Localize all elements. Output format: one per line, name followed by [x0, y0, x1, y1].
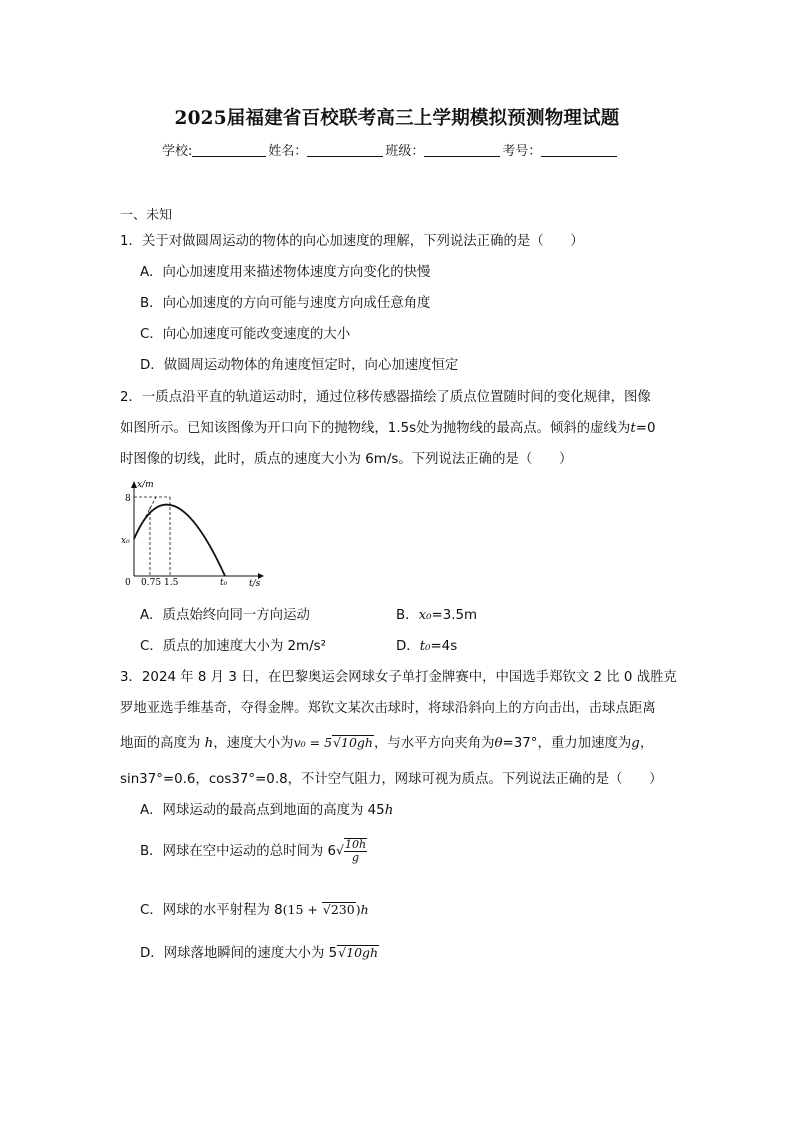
q3-option-c[interactable]	[140, 899, 369, 918]
x-tick-t0: t₀	[220, 578, 228, 588]
q3-d-sqrt: √10gh	[338, 945, 379, 960]
q2-option-d[interactable]	[396, 635, 457, 654]
origin-label: 0	[125, 578, 131, 588]
name-blank[interactable]	[307, 143, 383, 157]
q2-option-b[interactable]	[396, 604, 477, 623]
q2-b-prefix: B．	[396, 608, 419, 623]
student-info-line	[162, 140, 619, 159]
q2-d-prefix: D．	[396, 639, 420, 654]
q3-a-text: A．网球运动的最高点到地面的高度为 45	[140, 803, 385, 818]
q3-stem-line4: sin37°=0.6，cos37°=0.8，不计空气阻力，网球可视为质点。下列说法正确的是（ ）	[120, 772, 663, 787]
q1-option-d[interactable]: D．做圆周运动物体的角速度恒定时，向心加速度恒定	[140, 358, 459, 373]
y-tick-8: 8	[125, 494, 131, 504]
q3-stem-line1: 3．2024 年 8 月 3 日，在巴黎奥运会网球女子单打金牌赛中，中国选手郑钦文 2 比 0 战胜克	[120, 670, 677, 685]
name-label: 姓名：	[268, 144, 308, 159]
q3-b-den: g	[352, 851, 360, 864]
q3-b-num: 10h	[345, 838, 367, 851]
q3-c-sqrt: √230	[322, 902, 355, 917]
q3-c-paren-open: (15 +	[282, 902, 322, 917]
school-label: 学校:	[162, 144, 193, 159]
q3-l3-sqrt: √10gh	[333, 735, 373, 750]
q3-l3-e: ，	[639, 736, 654, 751]
position-time-graph	[116, 478, 266, 590]
class-blank[interactable]	[424, 143, 500, 157]
q3-stem-line2: 罗地亚选手维基奇，夺得金牌。郑钦文某次击球时，将球沿斜向上的方向击出，击球点距离	[120, 701, 656, 716]
parabola-curve	[134, 505, 225, 576]
q2-option-c[interactable]: C．质点的加速度大小为 2m/s²	[140, 639, 326, 654]
id-blank[interactable]	[541, 143, 617, 157]
q3-l3-a: 地面的高度为	[120, 736, 201, 751]
q2-d-rest: =4s	[430, 639, 458, 654]
exam-title: 2025届福建省百校联考高三上学期模拟预测物理试题	[174, 108, 620, 129]
q3-option-b[interactable]	[140, 838, 367, 864]
q3-b-sqrt: √ $\frac{10h}{g}$	[336, 838, 367, 864]
q3-c-text: C．网球的水平射程为 8	[140, 903, 283, 918]
q3-stem-line3	[120, 732, 653, 751]
q2-b-var: x₀	[418, 608, 432, 623]
q3-l3-h: h	[204, 736, 214, 751]
q1-option-b[interactable]: B．向心加速度的方向可能与速度方向成任意角度	[140, 296, 431, 311]
q2-stem-line3: 时图像的切线，此时，质点的速度大小为 6m/s。下列说法正确的是（ ）	[120, 452, 573, 467]
x-tick-0-75: 0.75	[141, 578, 162, 588]
class-label: 班级：	[385, 144, 425, 159]
q2-stem-line2	[120, 417, 655, 436]
q3-b-text: B．网球在空中运动的总时间为 6	[140, 844, 337, 859]
q2-stem-line1: 2．一质点沿平直的轨道运动时，通过位移传感器描绘了质点位置随时间的变化规律，图像	[120, 390, 651, 405]
q3-l3-g: g	[631, 736, 640, 751]
q3-l3-v0: v₀ = 5	[293, 735, 333, 750]
q1-stem: 1．关于对做圆周运动的物体的向心加速度的理解，下列说法正确的是（ ）	[120, 234, 584, 249]
section-heading: 一、未知	[120, 208, 173, 223]
q3-l3-sqrt-content: 10gh	[341, 735, 373, 750]
school-blank[interactable]	[192, 143, 266, 157]
q3-c-var: h	[360, 902, 369, 917]
x-axis-label: t/s	[249, 579, 261, 589]
q3-c-sqrt-content: 230	[330, 902, 355, 917]
q2-line2-text: 如图所示。已知该图像为开口向下的抛物线，1.5s处为抛物线的最高点。倾斜的虚线为	[120, 421, 631, 436]
q3-d-text: D．网球落地瞬间的速度大小为 5	[140, 946, 338, 961]
q3-l3-c: ，与水平方向夹角为	[373, 736, 495, 751]
q2-option-a[interactable]: A．质点始终向同一方向运动	[140, 608, 310, 623]
y-tick-x0: x₀	[121, 536, 130, 546]
q3-l3-d: =37°，重力加速度为	[502, 736, 632, 751]
q2-d-var: t₀	[419, 639, 431, 654]
q3-a-var: h	[384, 803, 394, 818]
q1-option-a[interactable]: A．向心加速度用来描述物体速度方向变化的快慢	[140, 265, 431, 280]
q3-option-a[interactable]	[140, 799, 393, 818]
q2-line2-tail: =0	[635, 421, 656, 436]
x-tick-1-5: 1.5	[164, 578, 179, 588]
q3-option-d[interactable]	[140, 942, 379, 961]
q1-option-c[interactable]: C．向心加速度可能改变速度的大小	[140, 327, 351, 342]
q3-l3-theta: θ	[494, 736, 503, 751]
q3-l3-b: ，速度大小为	[213, 736, 294, 751]
y-axis-label: x/m	[137, 480, 154, 490]
q2-line2-var: t	[630, 421, 636, 436]
q3-c-paren-close: )	[355, 902, 361, 917]
q3-d-sqrt-content: 10gh	[346, 945, 379, 960]
q2-b-rest: =3.5m	[431, 608, 478, 623]
id-label: 考号：	[502, 144, 542, 159]
